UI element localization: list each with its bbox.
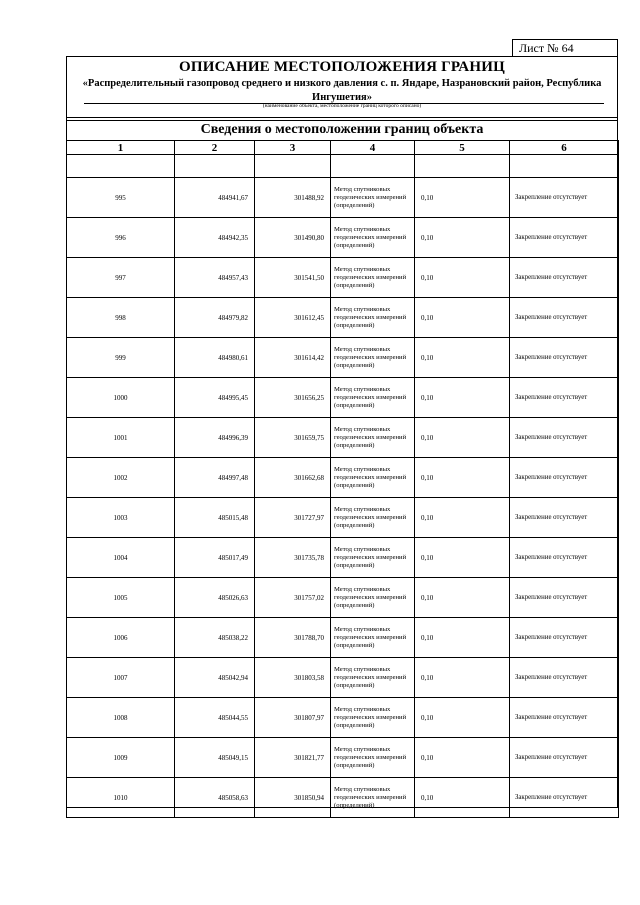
coordinate-y: 301612,45 [255,298,331,338]
point-number: 1000 [67,378,175,418]
coordinate-x: 484957,43 [175,258,255,298]
determination-method: Метод спутниковых геодезических измерений (определений) [331,498,415,538]
point-number: 1006 [67,618,175,658]
table-row [67,778,619,818]
coordinate-x: 484942,35 [175,218,255,258]
column-header: 5 [415,141,510,155]
column-header: 2 [175,141,255,155]
accuracy-value: 0,10 [415,738,510,778]
coordinate-y: 301490,80 [255,218,331,258]
accuracy-value: 0,10 [415,698,510,738]
accuracy-value: 0,10 [415,538,510,578]
column-header: 4 [331,141,415,155]
coordinate-y: 301735,78 [255,538,331,578]
coordinate-x: 484980,61 [175,338,255,378]
coordinate-x: 485042,94 [175,658,255,698]
object-name: «Распределительный газопровод среднего и низкого давления с. п. Яндаре, Назрановский район, Республика Ингушетия» [82,78,602,103]
accuracy-value: 0,10 [415,458,510,498]
determination-method: Метод спутниковых геодезических измерений (определений) [331,298,415,338]
determination-method: Метод спутниковых геодезических измерений (определений) [331,738,415,778]
point-number: 1005 [67,578,175,618]
table-spacer-row [67,155,619,178]
coordinate-y: 301788,70 [255,618,331,658]
fixing-description: Закрепление отсутствует [510,618,619,658]
fixing-description: Закрепление отсутствует [510,578,619,618]
object-name-caption: (наименование объекта, местоположение границ которого описано) [262,103,422,109]
coordinate-y: 301614,42 [255,338,331,378]
accuracy-value: 0,10 [415,258,510,298]
table-row [67,178,619,218]
accuracy-value: 0,10 [415,778,510,818]
table-row [67,578,619,618]
column-header: 1 [67,141,175,155]
determination-method: Метод спутниковых геодезических измерений (определений) [331,458,415,498]
point-number: 995 [67,178,175,218]
coordinate-x: 485044,55 [175,698,255,738]
accuracy-value: 0,10 [415,418,510,458]
table-row [67,298,619,338]
coordinate-x: 484995,45 [175,378,255,418]
table-row [67,698,619,738]
accuracy-value: 0,10 [415,498,510,538]
coordinate-x: 485015,48 [175,498,255,538]
coordinate-y: 301662,68 [255,458,331,498]
point-number: 997 [67,258,175,298]
fixing-description: Закрепление отсутствует [510,218,619,258]
fixing-description: Закрепление отсутствует [510,498,619,538]
point-number: 1001 [67,418,175,458]
table-row [67,378,619,418]
determination-method: Метод спутниковых геодезических измерений (определений) [331,538,415,578]
determination-method: Метод спутниковых геодезических измерений (определений) [331,178,415,218]
determination-method: Метод спутниковых геодезических измерений (определений) [331,658,415,698]
accuracy-value: 0,10 [415,378,510,418]
accuracy-value: 0,10 [415,618,510,658]
fixing-description: Закрепление отсутствует [510,338,619,378]
coordinate-y: 301488,92 [255,178,331,218]
coordinate-x: 485058,63 [175,778,255,818]
coordinate-y: 301727,97 [255,498,331,538]
fixing-description: Закрепление отсутствует [510,738,619,778]
table-row [67,338,619,378]
fixing-description: Закрепление отсутствует [510,378,619,418]
document-title: ОПИСАНИЕ МЕСТОПОЛОЖЕНИЯ ГРАНИЦ [179,59,505,75]
coordinate-y: 301821,77 [255,738,331,778]
determination-method: Метод спутниковых геодезических измерений (определений) [331,258,415,298]
coordinate-x: 484996,39 [175,418,255,458]
determination-method: Метод спутниковых геодезических измерений (определений) [331,338,415,378]
accuracy-value: 0,10 [415,178,510,218]
point-number: 1009 [67,738,175,778]
table-row [67,218,619,258]
coordinate-y: 301850,94 [255,778,331,818]
coordinate-x: 484941,67 [175,178,255,218]
table-row [67,618,619,658]
point-number: 1007 [67,658,175,698]
coordinate-x: 484979,82 [175,298,255,338]
coordinate-x: 484997,48 [175,458,255,498]
table-row [67,658,619,698]
fixing-description: Закрепление отсутствует [510,178,619,218]
point-number: 1002 [67,458,175,498]
coordinate-y: 301803,58 [255,658,331,698]
sheet-number: Лист № 64 [512,39,618,57]
determination-method: Метод спутниковых геодезических измерений (определений) [331,578,415,618]
fixing-description: Закрепление отсутствует [510,698,619,738]
coordinate-x: 485038,22 [175,618,255,658]
point-number: 1010 [67,778,175,818]
column-header: 6 [510,141,619,155]
section-title: Сведения о местоположении границ объекта [200,122,484,137]
accuracy-value: 0,10 [415,658,510,698]
table-row [67,258,619,298]
determination-method: Метод спутниковых геодезических измерений (определений) [331,618,415,658]
accuracy-value: 0,10 [415,218,510,258]
fixing-description: Закрепление отсутствует [510,538,619,578]
coordinate-x: 485049,15 [175,738,255,778]
coordinate-y: 301541,50 [255,258,331,298]
header-divider [66,117,618,118]
table-row [67,738,619,778]
accuracy-value: 0,10 [415,578,510,618]
accuracy-value: 0,10 [415,298,510,338]
fixing-description: Закрепление отсутствует [510,458,619,498]
table-row [67,498,619,538]
accuracy-value: 0,10 [415,338,510,378]
boundary-coordinates-table [66,140,619,818]
determination-method: Метод спутниковых геодезических измерений (определений) [331,698,415,738]
fixing-description: Закрепление отсутствует [510,298,619,338]
column-header: 3 [255,141,331,155]
fixing-description: Закрепление отсутствует [510,778,619,818]
fixing-description: Закрепление отсутствует [510,258,619,298]
table-row [67,458,619,498]
determination-method: Метод спутниковых геодезических измерений (определений) [331,218,415,258]
fixing-description: Закрепление отсутствует [510,658,619,698]
determination-method: Метод спутниковых геодезических измерений (определений) [331,778,415,818]
determination-method: Метод спутниковых геодезических измерений (определений) [331,418,415,458]
coordinate-y: 301757,02 [255,578,331,618]
fixing-description: Закрепление отсутствует [510,418,619,458]
coordinate-x: 485026,63 [175,578,255,618]
point-number: 999 [67,338,175,378]
point-number: 1008 [67,698,175,738]
table-header-row [67,141,619,155]
point-number: 998 [67,298,175,338]
table-row [67,538,619,578]
coordinate-y: 301659,75 [255,418,331,458]
point-number: 1003 [67,498,175,538]
coordinate-y: 301807,97 [255,698,331,738]
point-number: 1004 [67,538,175,578]
point-number: 996 [67,218,175,258]
table-row [67,418,619,458]
coordinate-y: 301656,25 [255,378,331,418]
coordinate-x: 485017,49 [175,538,255,578]
determination-method: Метод спутниковых геодезических измерений (определений) [331,378,415,418]
